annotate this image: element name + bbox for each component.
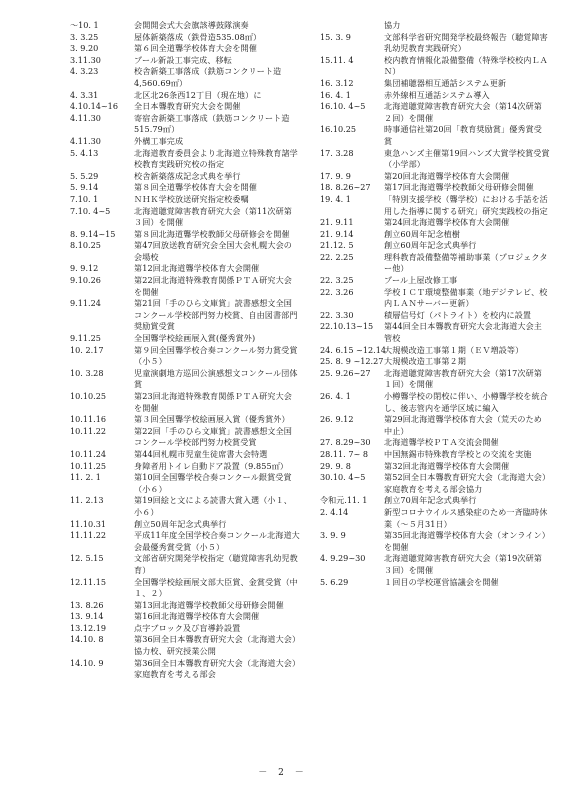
- history-entry: [70, 298, 300, 333]
- entry-date: 16. 4. 1: [320, 89, 351, 100]
- entry-date: 8. 9.14~15: [70, 228, 116, 239]
- entry-date: 3. 3.25: [70, 31, 99, 42]
- entry-date: 4. 9.29~30: [320, 553, 366, 564]
- entry-date: 19. 4. 1: [320, 193, 351, 204]
- entry-date: 24. 6.15 ~12.14: [320, 344, 386, 355]
- entry-text: 児童演劇地方巡回公演感想文コンクール団体賞: [134, 367, 298, 390]
- history-entry: [320, 472, 550, 495]
- history-entry: [320, 449, 550, 461]
- entry-date: 5. 9.14: [70, 182, 99, 193]
- history-entry: [70, 43, 300, 55]
- entry-date: 11.11.22: [70, 530, 107, 541]
- history-entry: [320, 78, 550, 90]
- entry-date: 12.11.15: [70, 576, 107, 587]
- entry-text: 第16回北海道聾学校体育大会開催: [134, 611, 260, 622]
- entry-date: 4. 3.31: [70, 89, 99, 100]
- entry-text: 全日本聾教育研究大会を開催: [134, 101, 241, 112]
- entry-date: 27. 8.29~30: [320, 437, 371, 448]
- history-entry: [320, 321, 550, 344]
- entry-text: 大規模改造工事第１期（ＥＶ増設等）: [384, 344, 524, 355]
- entry-date: 12. 5.15: [70, 553, 104, 564]
- entry-date: 22. 3.30: [320, 309, 354, 320]
- entry-date: 9.11.24: [70, 298, 101, 309]
- entry-text: 第６回全道聾学校体育大会を開催: [134, 43, 257, 54]
- entry-text: 協力: [384, 20, 401, 30]
- history-entry: [320, 275, 550, 287]
- history-entry: [70, 461, 300, 473]
- entry-text: 第19回絵と文による読書大賞入選（小１、小６）: [134, 495, 292, 517]
- history-entry: [320, 182, 550, 194]
- entry-text: 創立60周年記念式典挙行: [384, 240, 477, 251]
- entry-date: 8.10.25: [70, 240, 101, 251]
- entry-text: 赤外線相互通話システム導入: [384, 89, 490, 100]
- history-entry: [70, 345, 300, 368]
- history-entry: [70, 90, 300, 102]
- entry-text: 時事通信社第20回「教育奨励賞」優秀賞受賞: [384, 124, 542, 146]
- entry-text: 集団補聴器相互通話システム更新: [384, 77, 507, 88]
- entry-date: 11. 2. 1: [70, 472, 101, 483]
- entry-text: 第29回北海道聾学校体育大会（荒天のため中止）: [384, 414, 542, 436]
- entry-date: 16. 3.12: [320, 77, 354, 88]
- entry-date: 7.10. 1: [70, 193, 99, 204]
- entry-text: 第47回放送教育研究会全国大会札幌大会の会場校: [134, 240, 292, 262]
- entry-text: 中国無錫市特殊教育学校との交流を実施: [384, 448, 532, 459]
- entry-date: 22.10.13~15: [320, 321, 374, 332]
- entry-text: 外構工事完成: [134, 135, 184, 146]
- history-entry: [70, 148, 300, 171]
- history-entry: [70, 66, 300, 89]
- entry-text: 第20回北海道聾学校体育大会開催: [384, 170, 510, 181]
- history-entry: [320, 217, 550, 229]
- history-entry: [70, 229, 300, 241]
- entry-text: 第24回北海道聾学校体育大会開催: [384, 217, 510, 228]
- entry-text: 校舎新築工事落成（鉄筋コンクリート造4,560.69㎡）: [134, 66, 282, 88]
- history-column-left: [70, 20, 300, 681]
- entry-text: 第35回北海道聾学校体育大会（オンライン）を開催: [384, 530, 550, 552]
- entry-date: 16.10. 4~5: [320, 101, 366, 112]
- entry-date: 21. 9.14: [320, 228, 354, 239]
- entry-date: 3. 9. 9: [320, 530, 346, 541]
- entry-text: 北海道教育委員会より北海道立特殊教育諸学校教育実践研究校の指定: [134, 147, 298, 170]
- history-entry: [320, 229, 550, 241]
- entry-date: 29. 9. 8: [320, 460, 351, 471]
- entry-date: 7.10. 4~5: [70, 205, 111, 216]
- entry-text: 点字ブロック及び盲導鈴設置: [134, 622, 241, 633]
- entry-text: 第32回北海道聾学校体育大会開催: [384, 460, 510, 471]
- entry-date: 13. 9.14: [70, 611, 104, 622]
- history-entry: [70, 113, 300, 136]
- entry-date: 22. 3.26: [320, 286, 354, 297]
- entry-date: 10. 3.28: [70, 367, 104, 378]
- entry-date: 9.11.25: [70, 333, 101, 344]
- history-entry: [70, 414, 300, 426]
- entry-date: 18. 8.26~27: [320, 182, 371, 193]
- entry-text: 全国聾学校絵画展文部大臣賞、金賞受賞（中１、２）: [134, 576, 298, 599]
- entry-text: 第21回「手のひら文庫賞」読書感想文全国コンクール学校部門努力校賞、自由図書部門奨励賞受賞: [134, 298, 298, 332]
- entry-text: 創立50周年記念式典挙行: [134, 518, 227, 529]
- history-entry: [70, 171, 300, 183]
- entry-text: 大規模改造工事第２期: [384, 356, 466, 367]
- entry-date: 3. 9.20: [70, 43, 99, 54]
- entry-date: 15. 3. 9: [320, 31, 351, 42]
- entry-date: 28.11. 7~ 8: [320, 448, 368, 459]
- history-entry: [320, 345, 550, 357]
- history-entry: [320, 90, 550, 102]
- history-entry: [70, 449, 300, 461]
- entry-text: 北海道聾学校ＰＴＡ交流会開催: [384, 437, 499, 448]
- history-entry: [70, 553, 300, 576]
- history-entry: [70, 333, 300, 345]
- history-entry: [70, 623, 300, 635]
- entry-text: プール新設工事完成、移転: [134, 54, 232, 65]
- entry-date: 10.10.25: [70, 391, 107, 401]
- entry-date: 10.11.25: [70, 460, 107, 471]
- entry-text: 第52回全日本聾教育研究大会（北海道大会）家庭教育を考える部会協力: [384, 472, 547, 494]
- history-entry: [320, 148, 550, 171]
- history-entry: [320, 101, 550, 124]
- entry-text: 会開開会式大会旗該導鼓隊演奏: [134, 20, 249, 30]
- history-entry: [70, 391, 300, 414]
- entry-date: 14.10. 8: [70, 634, 104, 645]
- entry-text: 第10回全国聾学校合奏コンクール銀賞受賞（小６）: [134, 472, 292, 494]
- entry-date: 11. 2.13: [70, 495, 104, 506]
- entry-date: 9.10.26: [70, 275, 101, 286]
- entry-text: 全国聾学校絵画展入賞(優秀賞外): [134, 333, 256, 344]
- history-entry: [320, 194, 550, 217]
- entry-text: 東急ハンズ主催第19回ハンズ大賞学校賞受賞（小学部）: [384, 147, 550, 170]
- entry-text: 第22回「手のひら文庫賞」読書感想文全国コンクール学校部門努力校賞受賞: [134, 425, 292, 448]
- entry-date: ～10. 1: [70, 20, 99, 30]
- entry-date: [320, 20, 384, 32]
- entry-date: 4. 3.23: [70, 66, 99, 77]
- entry-date: 13.12.19: [70, 622, 107, 633]
- history-entry: [70, 240, 300, 263]
- entry-date: 30.10. 4~5: [320, 472, 366, 483]
- entry-text: 北区北26条西12丁目（現在地）に: [134, 89, 262, 100]
- entry-date: 21. 9.11: [320, 217, 354, 228]
- entry-date: 4.11.30: [70, 112, 101, 123]
- entry-text: 創立60周年記念植樹: [384, 228, 461, 239]
- entry-date: 4.11.30: [70, 135, 101, 146]
- entry-text: 北海道聴覚障害教育研究大会（第19次研第３回）を開催: [384, 553, 542, 575]
- entry-date: 2. 4.14: [320, 506, 349, 517]
- entry-date: 26. 4. 1: [320, 391, 351, 401]
- entry-text: 北海道聴覚障害教育研究大会（第11次研第３回）を開催: [134, 205, 292, 228]
- entry-text: 屋体新築落成（鉄骨造535.08㎡）: [134, 31, 262, 42]
- entry-date: 21.12. 5: [320, 240, 354, 251]
- entry-text: 「特別支援学校（聾学校）における手話を活用した指導に関する研究」研究実践校の指定: [384, 193, 548, 216]
- history-entry: [320, 20, 550, 32]
- history-entry: [320, 414, 550, 437]
- history-entry: [320, 252, 550, 275]
- history-entry: [320, 55, 550, 78]
- entry-text: 創立70周年記念式典挙行: [384, 495, 477, 506]
- entry-text: プール上屋改修工事: [384, 275, 458, 286]
- history-entry: [70, 519, 300, 531]
- history-entry: [70, 20, 300, 32]
- entry-date: 5. 6.29: [320, 576, 349, 587]
- entry-date: 14.10. 9: [70, 657, 104, 668]
- history-entry: [70, 136, 300, 148]
- entry-text: 学校ＩＣＴ環境整備事業（地デジテレビ、校内ＬＡＮサーバー更新）: [384, 286, 548, 309]
- history-entry: [70, 32, 300, 44]
- entry-date: 25. 9.26~27: [320, 367, 371, 378]
- entry-text: 第36回全日本聾教育研究大会（北海道大会）協力校、研究授業公開: [134, 634, 297, 657]
- entry-text: 理科教育設備整備等補助事業（プロジェクター他）: [384, 251, 548, 274]
- entry-date: 16.10.25: [320, 124, 357, 135]
- entry-date: 13. 8.26: [70, 599, 104, 610]
- history-entry: [70, 600, 300, 612]
- entry-text: 北海道聴覚障害教育研究大会（第17次研第１回）を開催: [384, 367, 542, 390]
- entry-text: 第44回札幌市児童生徒席書大会特選: [134, 448, 268, 459]
- history-entry: [70, 634, 300, 657]
- entry-text: 第３回全国聾学校絵画展入賞（優秀賞外）: [134, 414, 290, 425]
- entry-text: 平成11年度全国学校合奏コンクール北海道大会最優秀賞受賞（小５）: [134, 530, 300, 552]
- page-number: － 2 －: [258, 768, 308, 778]
- entry-text: ＮＨＫ学校放送研究指定校委嘱: [134, 193, 249, 204]
- entry-text: 校内教育情報化設備整備（特殊学校校内ＬＡＮ）: [384, 54, 548, 77]
- history-entry: [320, 553, 550, 576]
- entry-text: 文部省研究開発学校指定（聴覚障害乳幼児教育）: [134, 553, 298, 575]
- entry-text: 第９回全国聾学校合奏コンクール努力賞受賞（小５）: [134, 344, 298, 367]
- history-entry: [320, 368, 550, 391]
- history-entry: [320, 124, 550, 147]
- entry-date: 5. 5.29: [70, 170, 99, 181]
- history-entry: [70, 368, 300, 391]
- entry-text: 身障者用トイレ自動ドア設置（9.855㎡）: [134, 460, 289, 471]
- history-entry: [320, 577, 550, 589]
- history-entry: [320, 391, 550, 414]
- entry-date: 22. 2.25: [320, 251, 354, 262]
- history-entry: [320, 240, 550, 252]
- entry-text: 寄宿舎新築工事落成（鉄筋コンクリート造515.79㎡）: [134, 112, 290, 135]
- entry-date: 10.11.16: [70, 414, 107, 425]
- entry-text: 第17回北海道聾学校教師父母研修会開催: [384, 182, 534, 193]
- history-entry: [320, 171, 550, 183]
- history-entry: [70, 472, 300, 495]
- history-entry: [320, 507, 550, 530]
- entry-text: 第８回北海道聾学校教師父母研修会を開催: [134, 228, 290, 239]
- history-entry: [320, 356, 550, 368]
- history-entry: [70, 577, 300, 600]
- history-entry: [320, 32, 550, 55]
- history-entry: [70, 101, 300, 113]
- entry-date: 10.11.24: [70, 448, 107, 459]
- entry-text: 校舎新築落成記念式典を挙行: [134, 170, 241, 181]
- entry-date: 17. 3.28: [320, 147, 354, 158]
- entry-date: 10. 2.17: [70, 344, 104, 355]
- entry-text: 北海道聴覚障害教育研究大会（第14次研第２回）を開催: [384, 101, 542, 123]
- history-entry: [320, 437, 550, 449]
- entry-text: 第23回北海道特殊教育関係ＰＴＡ研究大会を開催: [134, 391, 292, 413]
- history-entry: [70, 426, 300, 449]
- entry-text: 小樽聾学校の閉校に伴い、小樽聾学校を統合し、後志管内を通学区域に編入: [384, 391, 548, 413]
- entry-date: 15.11. 4: [320, 54, 354, 65]
- entry-text: 文部科学省研究開発学校最終報告（聴覚障害乳幼児教育実践研究）: [384, 31, 548, 54]
- entry-date: 25. 8. 9 ~12.27: [320, 356, 384, 367]
- entry-text: 新型コロナウイルス感染症のため一斉臨時休業（～５月31日）: [384, 506, 548, 529]
- history-entry: [70, 611, 300, 623]
- entry-date: 26. 9.12: [320, 414, 354, 425]
- entry-date: 17. 9. 9: [320, 170, 351, 181]
- entry-text: 積層信号灯（パトライト）を校内に設置: [384, 309, 532, 320]
- history-entry: [70, 263, 300, 275]
- entry-text: 第36回全日本聾教育研究大会（北海道大会）家庭教育を考える部会: [134, 657, 297, 680]
- history-entry: [70, 530, 300, 553]
- history-entry: [320, 310, 550, 322]
- history-entry: [70, 182, 300, 194]
- history-column-right: [320, 20, 550, 588]
- entry-date: 10.11.22: [70, 425, 107, 436]
- entry-text: １回目の学校運営協議会を開催: [384, 576, 499, 587]
- history-entry: [320, 461, 550, 473]
- entry-date: 22. 3.25: [320, 275, 354, 286]
- entry-text: 第44回全日本聾教育研究大会北海道大会主管校: [384, 321, 542, 344]
- history-entry: [70, 194, 300, 206]
- history-entry: [320, 287, 550, 310]
- entry-date: 4.10.14~16: [70, 101, 118, 112]
- entry-date: 11.10.31: [70, 518, 107, 529]
- entry-text: 第12回北海道聾学校体育大会開催: [134, 263, 260, 274]
- entry-date: 3.11.30: [70, 54, 101, 65]
- entry-text: 第８回全道聾学校体育大会を開催: [134, 182, 257, 193]
- history-entry: [70, 55, 300, 67]
- history-entry: [70, 658, 300, 681]
- history-entry: [70, 495, 300, 518]
- entry-date: 令和元.11. 1: [320, 495, 368, 506]
- entry-text: 第13回北海道聾学校教師父母研修会開催: [134, 599, 284, 610]
- entry-text: 第22回北海道特殊教育関係ＰＴＡ研究大会を開催: [134, 275, 292, 297]
- history-entry: [70, 275, 300, 298]
- entry-date: 9. 9.12: [70, 263, 99, 274]
- entry-date: 5. 4.13: [70, 147, 99, 158]
- history-entry: [320, 495, 550, 507]
- history-entry: [70, 206, 300, 229]
- history-entry: [320, 530, 550, 553]
